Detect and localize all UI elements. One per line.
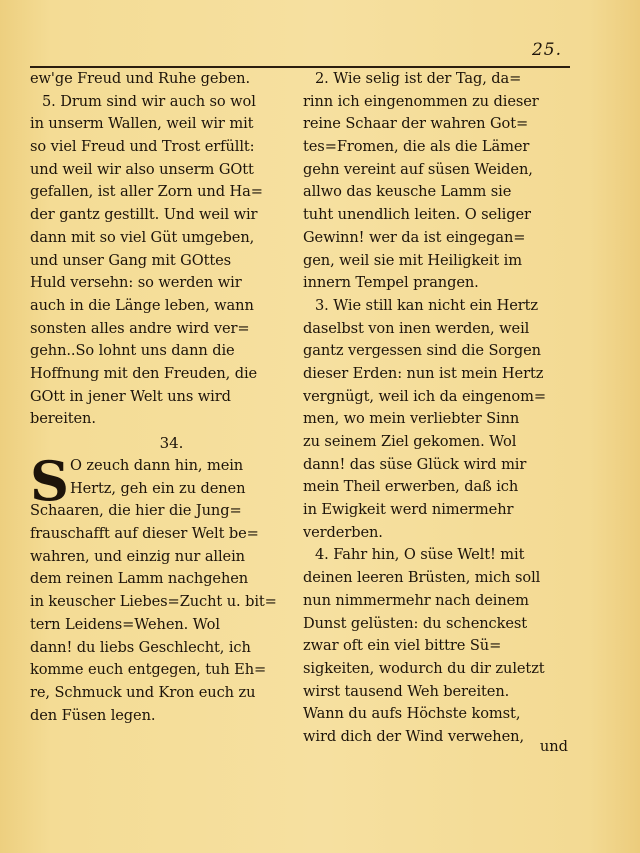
text-line: O zeuch dann hin, mein: [70, 457, 244, 474]
right-column: [303, 68, 571, 749]
hymn-34: [30, 449, 295, 727]
text-line: in Ewigkeit werd nimermehr: [303, 501, 514, 519]
text-line: der gantz gestillt. Und weil wir: [30, 206, 258, 224]
text-line: gehn vereint auf süsen Weiden,: [303, 160, 533, 178]
text-line: Hoffnung mit den Freuden, die: [30, 364, 258, 382]
text-line: in keuscher Liebes=Zucht u. bit=: [30, 593, 277, 611]
text-line: zu seinem Ziel gekomen. Wol: [303, 433, 517, 450]
text-line: Schaaren, die hier die Jung=: [30, 502, 242, 520]
left-column: [30, 68, 295, 727]
text-line: wirst tausend Weh bereiten.: [303, 682, 510, 700]
text-line: allwo das keusche Lamm sie: [303, 183, 512, 201]
drop-cap: S: [30, 449, 69, 513]
text-line: den Füsen legen.: [30, 706, 156, 724]
text-line: tuht unendlich leiten. O seliger: [303, 206, 531, 224]
text-line: re, Schmuck und Kron euch zu: [30, 683, 256, 701]
verse-3-start: 3. Wie still kan nicht ein Hertz: [315, 296, 539, 314]
verse-5-start: 5. Drum sind wir auch so wol: [42, 92, 256, 110]
text-line: komme euch entgegen, tuh Eh=: [30, 661, 267, 679]
text-line: zwar oft ein viel bittre Sü=: [303, 637, 502, 655]
text-line: dann! du liebs Geschlecht, ich: [30, 638, 251, 656]
text-line: wird dich der Wind verwehen,: [303, 727, 524, 745]
text-line: innern Tempel prangen.: [303, 274, 479, 292]
text-line: GOtt in jener Welt uns wird: [30, 387, 231, 405]
text-line: gefallen, ist aller Zorn und Ha=: [30, 183, 263, 201]
text-line: men, wo mein verliebter Sinn: [303, 410, 520, 428]
page-number: 25.: [531, 40, 562, 60]
text-line: auch in die Länge leben, wann: [30, 296, 254, 314]
text-line: frauschafft auf dieser Welt be=: [30, 525, 259, 543]
text-line: reine Schaar der wahren Got=: [303, 115, 529, 133]
text-line: rinn ich eingenommen zu dieser: [303, 92, 539, 110]
text-line: sigkeiten, wodurch du dir zuletzt: [303, 659, 545, 677]
text-line: gehn..So lohnt uns dann die: [30, 342, 235, 360]
text-line: Huld versehn: so werden wir: [30, 274, 242, 292]
text-line: und unser Gang mit GOttes: [30, 251, 232, 269]
text-line: gen, weil sie mit Heiligkeit im: [303, 251, 522, 269]
text-line: Gewinn! wer da ist eingegan=: [303, 228, 526, 246]
text-line: tes=Fromen, die als die Lämer: [303, 138, 530, 156]
verse-4-start: 4. Fahr hin, O süse Welt! mit: [315, 546, 525, 564]
text-line: vergnügt, weil ich da eingenom=: [303, 387, 546, 405]
text-line: dem reinen Lamm nachgehen: [30, 570, 249, 588]
text-line: und weil wir also unserm GOtt: [30, 160, 254, 178]
text-line: so viel Freud und Trost erfüllt:: [30, 138, 255, 156]
text-line: Wann du aufs Höchste komst,: [303, 705, 521, 723]
text-line: nun nimmermehr nach deinem: [303, 591, 529, 609]
verse-2-start: 2. Wie selig ist der Tag, da=: [315, 70, 522, 87]
text-line: dann mit so viel Güt umgeben,: [30, 228, 255, 246]
text-line: tern Leidens=Wehen. Wol: [30, 615, 220, 633]
text-line: dieser Erden: nun ist mein Hertz: [303, 364, 544, 382]
text-line: ew'ge Freud und Ruhe geben.: [30, 70, 251, 87]
text-line: gantz vergessen sind die Sorgen: [303, 342, 541, 360]
text-line: sonsten alles andre wird ver=: [30, 319, 250, 337]
text-line: Hertz, geh ein zu denen: [70, 479, 246, 497]
text-line: deinen leeren Brüsten, mich soll: [303, 569, 541, 587]
text-line: daselbst von inen werden, weil: [303, 319, 530, 337]
catchword: und: [539, 738, 568, 755]
text-line: wahren, und einzig nur allein: [30, 547, 245, 565]
text-line: bereiten.: [30, 410, 96, 428]
text-line: mein Theil erwerben, daß ich: [303, 478, 519, 496]
text-line: Dunst gelüsten: du schenckest: [303, 614, 528, 632]
text-line: dann! das süse Glück wird mir: [303, 455, 527, 473]
text-line: in unserm Wallen, weil wir mit: [30, 115, 254, 133]
hymn-number: 34.: [159, 434, 184, 452]
text-line: verderben.: [303, 523, 383, 541]
